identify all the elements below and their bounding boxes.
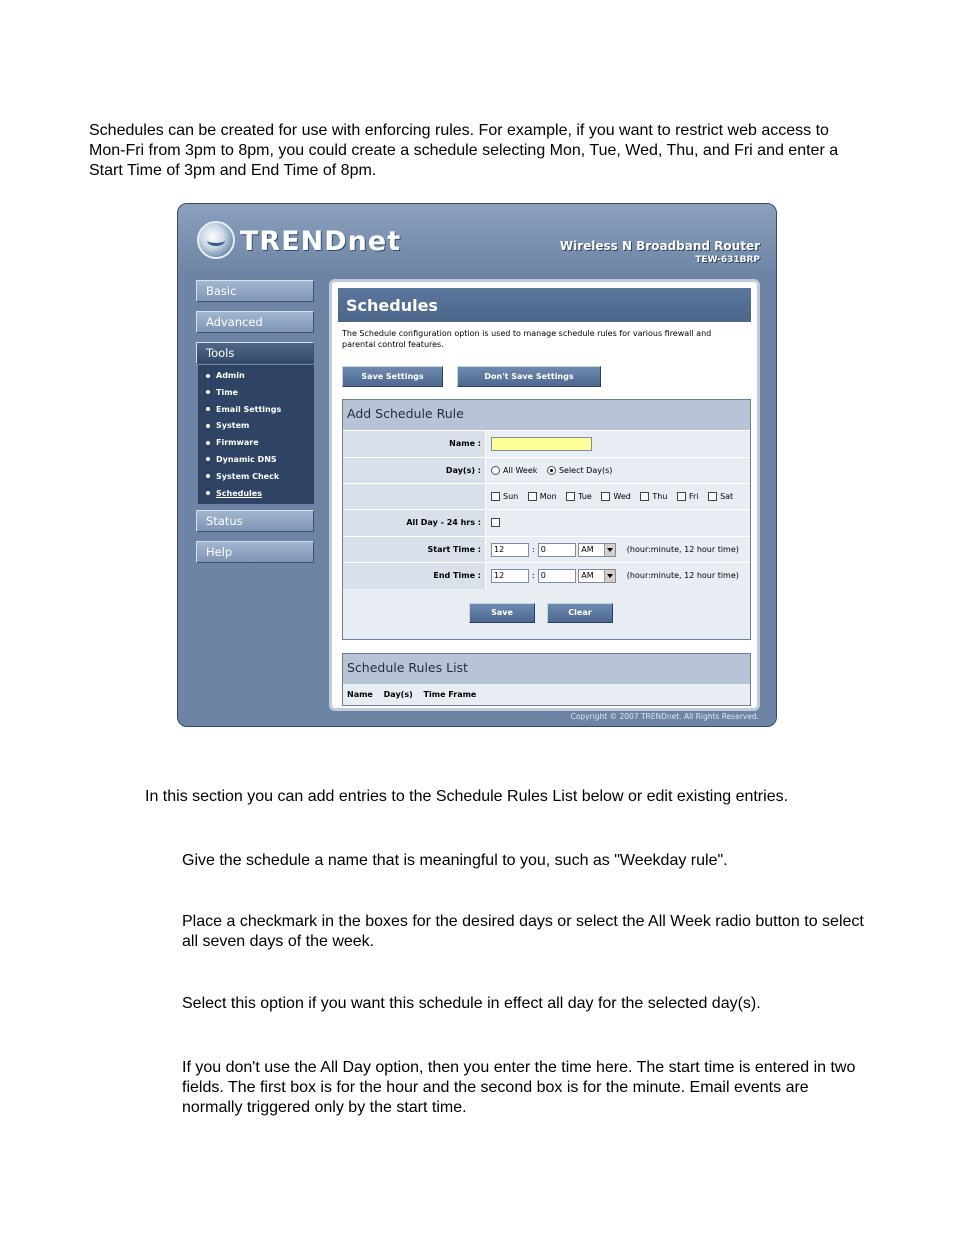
name-row [343,430,750,456]
dont-save-settings-button[interactable]: Don't Save Settings [457,366,601,387]
all-day-checkbox[interactable] [491,518,500,527]
all-week-radio[interactable] [491,466,500,475]
submenu-item-system-check[interactable]: System Check [198,469,314,486]
end-ampm-select[interactable] [578,569,616,583]
fri-checkbox[interactable] [677,492,686,501]
chevron-down-icon [604,544,615,556]
nav-help[interactable]: Help [196,541,314,563]
all-day-label: All Day - 24 hrs : [343,510,485,536]
nav-status[interactable]: Status [196,510,314,532]
submenu-item-email-settings[interactable]: Email Settings [198,402,314,419]
start-minute-input[interactable]: 0 [538,543,576,557]
nav-advanced[interactable]: Advanced [196,311,314,333]
tue-label: Tue [578,492,592,501]
title-bar [338,288,751,322]
model-name: TEW-631BRP [695,255,760,265]
bullet-icon [206,474,210,478]
wed-checkbox[interactable] [601,492,610,501]
all-day-description: Select this option if you want this schedule in effect all day for the selected day(s). [182,995,761,1012]
content-panel [329,279,760,711]
start-time-hint: (hour:minute, 12 hour time) [626,545,739,554]
start-ampm-value: AM [581,544,594,554]
bullet-icon [206,457,210,461]
day-checkboxes-row [343,483,750,509]
tue-checkbox[interactable] [566,492,575,501]
bullet-icon [206,424,210,428]
bullet-icon [206,407,210,411]
end-time-hint: (hour:minute, 12 hour time) [626,571,739,580]
router-header [178,204,777,276]
days-label: Day(s) : [343,458,485,484]
sun-label: Sun [503,492,519,501]
start-time-label: Start Time : [343,537,485,563]
tools-submenu [198,365,314,504]
submenu-item-admin[interactable]: Admin [198,368,314,385]
all-day-cell [486,510,750,536]
rule-actions-row [343,589,750,639]
end-ampm-value: AM [581,570,594,580]
name-cell [486,431,750,457]
start-time-row [343,536,750,562]
end-time-cell [486,563,750,589]
copyright-text: Copyright © 2007 TRENDnet. All Rights Reserved. [570,712,759,721]
router-screenshot [177,203,777,727]
wed-label: Wed [613,492,631,501]
bullet-icon [206,441,210,445]
bullet-icon [206,491,210,495]
product-name: Wireless N Broadband Router [559,239,760,253]
submenu-item-firmware[interactable]: Firmware [198,435,314,452]
nav-tools[interactable]: Tools [196,342,314,364]
nav-basic[interactable]: Basic [196,280,314,302]
start-time-cell [486,537,750,563]
add-schedule-rule-box [342,399,751,640]
add-schedule-rule-heading: Add Schedule Rule [343,400,750,430]
select-days-radio[interactable] [547,466,556,475]
all-day-row [343,509,750,535]
intro-paragraph: Schedules can be created for use with enforcing rules. For example, if you want to restrict web access to Mon-Fri from 3pm to 8pm, you could create a schedule selecting Mon, Tue, Wed, Thu, and Fri and enter a Start Time of 3pm and End Time of 8pm. [89,122,839,179]
bullet-icon [206,374,210,378]
end-minute-input[interactable]: 0 [538,569,576,583]
clear-button[interactable]: Clear [547,603,613,623]
thu-checkbox[interactable] [640,492,649,501]
days-radio-cell [486,458,750,484]
submenu-item-time[interactable]: Time [198,385,314,402]
sun-checkbox[interactable] [491,492,500,501]
brand-logo-text: TRENDnet [240,226,402,257]
save-settings-button[interactable]: Save Settings [342,366,443,387]
chevron-down-icon [604,570,615,582]
submenu-item-schedules[interactable]: Schedules [198,486,314,503]
sat-label: Sat [720,492,734,501]
all-week-label: All Week [503,466,538,475]
day-checkboxes-label [343,484,485,510]
thu-label: Thu [652,492,668,501]
name-description: Give the schedule a name that is meaningful to you, such as "Weekday rule". [182,852,728,869]
column-header-time-frame: Time Frame [423,690,477,699]
day-checkboxes-cell [486,484,750,510]
end-time-row [343,562,750,588]
mon-checkbox[interactable] [528,492,537,501]
column-header-days: Day(s) [383,690,413,699]
page-description: The Schedule configuration option is used to manage schedule rules for various firewall and parental control features. [342,329,712,349]
end-hour-input[interactable]: 12 [491,569,529,583]
name-input[interactable] [491,437,592,451]
time-colon: : [532,545,535,554]
days-description: Place a checkmark in the boxes for the desired days or select the All Week radio button to select all seven days of the week. [182,913,864,950]
name-label: Name : [343,431,485,457]
start-hour-input[interactable]: 12 [491,543,529,557]
trendnet-logo-icon [197,221,235,259]
days-row [343,457,750,483]
submenu-item-system[interactable]: System [198,418,314,435]
page-title: Schedules [346,296,438,315]
end-time-label: End Time : [343,563,485,589]
section-paragraph: In this section you can add entries to the Schedule Rules List below or edit existing entries. [145,788,789,805]
start-time-description: If you don't use the All Day option, then you enter the time here. The start time is entered in two fields. The first box is for the hour and the second box is for the minute. Email events are normally triggered only by the start time. [182,1059,856,1116]
fri-label: Fri [688,492,699,501]
select-days-label: Select Day(s) [558,466,613,475]
start-ampm-select[interactable] [578,543,616,557]
save-button[interactable]: Save [469,603,535,623]
column-header-name: Name [347,690,373,699]
schedule-rules-list [342,653,751,706]
submenu-item-dynamic-dns[interactable]: Dynamic DNS [198,452,314,469]
mon-label: Mon [539,492,557,501]
schedule-rules-list-heading: Schedule Rules List [343,654,750,684]
schedule-rules-list-header [343,684,750,705]
bullet-icon [206,390,210,394]
sat-checkbox[interactable] [708,492,717,501]
time-colon: : [532,571,535,580]
